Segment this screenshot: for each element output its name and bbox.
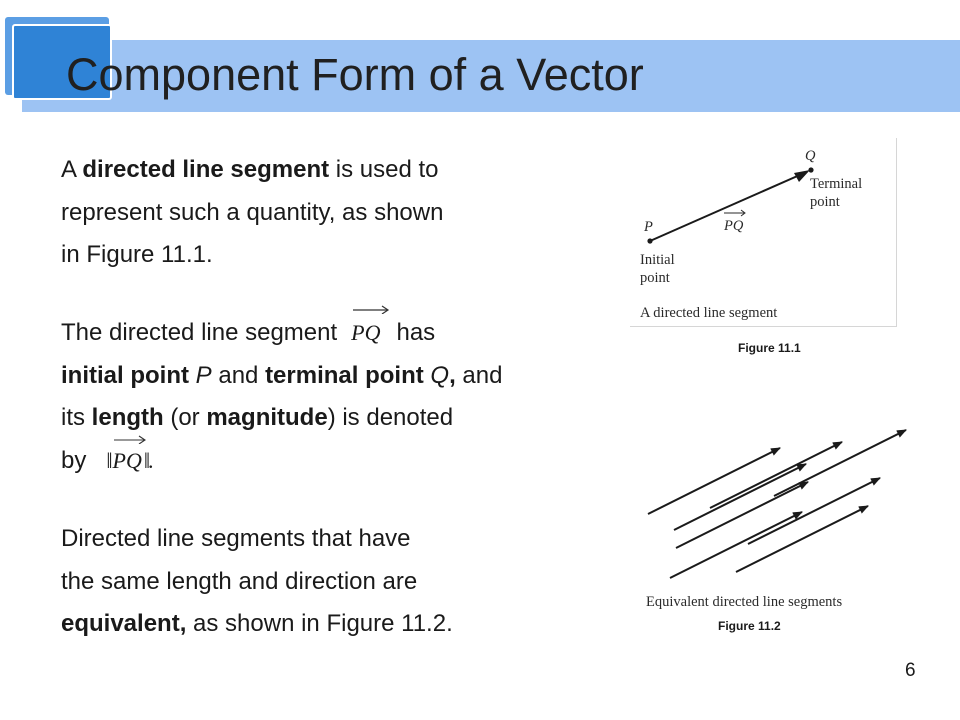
para2-line3: its length (or magnitude) is denoted [61, 404, 454, 431]
paragraph-directed-segment [61, 149, 443, 277]
label-p: P [644, 219, 653, 235]
figure-11-1 [630, 138, 897, 327]
directed-segment-diagram [630, 138, 896, 326]
point-p-dot [647, 238, 652, 243]
point-q-dot [808, 167, 813, 172]
label-terminal: Terminal [810, 176, 863, 192]
para2-line4: by ‖ PQ‖. [61, 440, 502, 483]
label-initial-point: point [640, 270, 670, 286]
label-terminal-point: point [810, 194, 840, 210]
figure-11-2 [630, 420, 930, 620]
para1-line2: represent such a quantity, as shown [61, 198, 444, 226]
paragraph-initial-terminal [61, 308, 502, 482]
figure-11-1-label: Figure 11.1 [738, 341, 801, 355]
term-equivalent: equivalent, [61, 610, 187, 637]
para1-line3: in Figure 11.1. [61, 241, 213, 268]
vector-pq-symbol: PQ [351, 308, 380, 355]
figure1-inner-caption: A directed line segment [640, 305, 778, 321]
para3-line1: Directed line segments that have [61, 525, 411, 552]
figure-11-2-label: Figure 11.2 [718, 619, 781, 633]
page-number: 6 [905, 660, 916, 681]
label-vector-pq: PQ [724, 218, 744, 234]
segment-arrowhead [794, 170, 810, 182]
para2-line2: initial point P and terminal point Q, and [61, 361, 503, 389]
para3-line2: the same length and direction are [61, 567, 418, 595]
slide-title: Component Form of a Vector [66, 49, 644, 100]
equivalent-segment-4 [774, 430, 906, 496]
magnitude-notation: ‖ PQ‖. [106, 440, 151, 483]
label-initial: Initial [640, 252, 675, 268]
label-q: Q [805, 148, 816, 164]
paragraph-equivalent [61, 518, 453, 646]
term-directed-line-segment: directed line segment [82, 156, 330, 183]
para3-line3: equivalent, as shown in Figure 11.2. [61, 610, 453, 637]
para2-line1: The directed line segment PQ has [61, 308, 502, 355]
figure2-inner-caption: Equivalent directed line segments [646, 594, 843, 610]
para1-line1: A directed line segment is used to [61, 156, 439, 183]
equivalent-segment-1 [648, 448, 780, 514]
